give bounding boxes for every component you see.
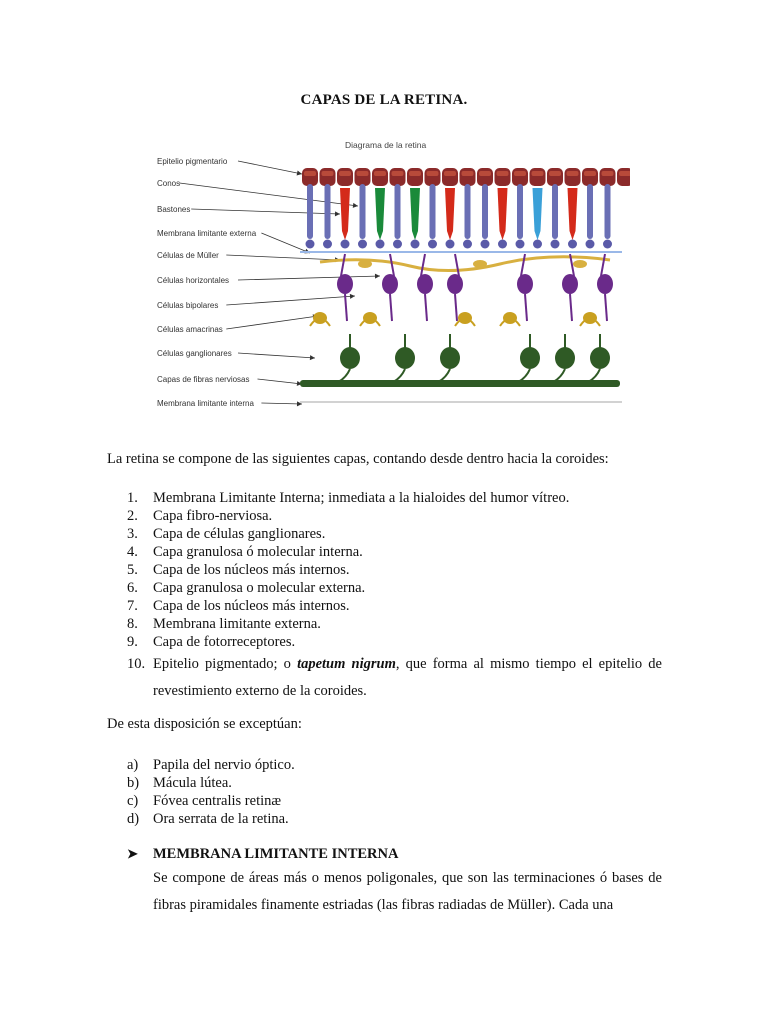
pigment-cell xyxy=(337,168,353,186)
section-body: Se compone de áreas más o menos poligonales, que son las terminaciones ó bases de fibras piramidales finamente estriadas (las fibras radiadas de Müller). Cada una xyxy=(153,870,662,913)
pigment-cell xyxy=(547,168,563,186)
pigment-granule xyxy=(462,171,474,176)
pigment-cell xyxy=(442,168,458,186)
rod-cell xyxy=(360,184,366,239)
pigment-cell xyxy=(390,168,406,186)
list-item: 5. Capa de los núcleos más internos. xyxy=(127,562,350,578)
pigment-cell xyxy=(530,168,546,186)
exceptions-list xyxy=(107,756,295,828)
list-item: a) Papila del nervio óptico. xyxy=(127,757,295,773)
list-item: 1. Membrana Limitante Interna; inmediata a la hialoides del humor vítreo. xyxy=(127,490,570,506)
arrow-bullet-icon: ➤ xyxy=(127,846,138,861)
pigment-cell xyxy=(565,168,581,186)
label-arrow xyxy=(238,161,302,174)
bipolar-cell xyxy=(597,274,613,294)
label-arrow xyxy=(238,353,315,358)
rod-cell xyxy=(587,184,593,239)
bipolar-axon xyxy=(425,294,427,321)
pigment-cell xyxy=(600,168,616,186)
photoreceptor-nucleus xyxy=(586,240,595,249)
label-arrow xyxy=(261,233,310,253)
photoreceptor-nucleus xyxy=(306,240,315,249)
horizontal-cell xyxy=(573,260,587,268)
pigment-granule xyxy=(357,171,369,176)
photoreceptor-nucleus xyxy=(551,240,560,249)
pigment-cell xyxy=(320,168,336,186)
photoreceptor-nucleus xyxy=(516,240,525,249)
pigment-granule xyxy=(497,171,509,176)
pigment-cell xyxy=(460,168,476,186)
bipolar-cell xyxy=(382,274,398,294)
bipolar-cell xyxy=(337,274,353,294)
arrow-head-icon xyxy=(353,203,359,209)
pigment-cell xyxy=(512,168,528,186)
layers-list xyxy=(107,489,662,705)
ganglion-cell xyxy=(395,347,415,369)
exceptions-intro: De esta disposición se exceptúan: xyxy=(107,716,302,732)
label-arrow xyxy=(226,255,340,260)
section-membrana xyxy=(127,845,662,919)
list-item: b) Mácula lútea. xyxy=(127,775,232,791)
list-item: 6. Capa granulosa o molecular externa. xyxy=(127,580,366,596)
pigment-granule xyxy=(374,171,386,176)
diagram-label: Membrana limitante interna xyxy=(157,399,254,408)
cone-cell xyxy=(568,188,578,240)
arrow-head-icon xyxy=(335,211,340,216)
bipolar-axon xyxy=(455,294,457,321)
bipolar-dendrite xyxy=(421,254,425,276)
list-item: 2. Capa fibro-nerviosa. xyxy=(127,508,273,524)
pigment-granule xyxy=(427,171,439,176)
tapetum-term: tapetum nigrum xyxy=(297,656,396,672)
cone-cell xyxy=(498,188,508,240)
bipolar-dendrite xyxy=(341,254,345,276)
rod-cell xyxy=(465,184,471,239)
amacrine-cell xyxy=(583,312,597,324)
bipolar-dendrite xyxy=(601,254,605,276)
list-item: 10. Epitelio pigmentado; o tapetum nigrum, que forma al mismo tiempo el epitelio de revestimiento externo de la coroides. xyxy=(127,656,662,699)
diagram-label: Células horizontales xyxy=(157,276,230,285)
diagram-label: Células bipolares xyxy=(157,301,219,310)
list-item: 8. Membrana limitante externa. xyxy=(127,616,321,632)
rod-cell xyxy=(325,184,331,239)
bipolar-cell xyxy=(517,274,533,294)
pigment-cell xyxy=(372,168,388,186)
list-item: c) Fóvea centralis retinæ xyxy=(127,793,282,809)
photoreceptor-nucleus xyxy=(428,240,437,249)
intro-paragraph: La retina se compone de las siguientes capas, contando desde dentro hacia la coroides: xyxy=(107,451,609,467)
photoreceptor-nucleus xyxy=(358,240,367,249)
pigment-granule xyxy=(339,171,351,176)
amacrine-cell xyxy=(363,312,377,324)
photoreceptor-nucleus xyxy=(323,240,332,249)
pigment-granule xyxy=(392,171,404,176)
pigment-granule xyxy=(567,171,579,176)
ganglion-cell xyxy=(590,347,610,369)
diagram-label: Capas de fibras nerviosas xyxy=(157,375,250,384)
label-arrow xyxy=(226,296,355,305)
label-arrow xyxy=(191,209,340,214)
diagram-label: Conos xyxy=(157,179,181,188)
ganglion-cell xyxy=(555,347,575,369)
section-heading: ➤ MEMBRANA LIMITANTE INTERNA xyxy=(127,846,399,862)
pigment-cell xyxy=(617,168,630,186)
pigment-granule xyxy=(514,171,526,176)
retina-diagram-svg xyxy=(150,136,630,416)
diagram-label: Células amacrinas xyxy=(157,325,223,334)
bipolar-axon xyxy=(570,294,572,321)
photoreceptor-nucleus xyxy=(481,240,490,249)
rod-cell xyxy=(517,184,523,239)
list-item: 9. Capa de fotorreceptores. xyxy=(127,634,296,650)
cone-cell xyxy=(340,188,350,240)
rod-cell xyxy=(605,184,611,239)
photoreceptor-nucleus xyxy=(411,240,420,249)
bipolar-cell xyxy=(417,274,433,294)
photoreceptor-nucleus xyxy=(568,240,577,249)
bipolar-cell xyxy=(562,274,578,294)
cone-cell xyxy=(375,188,385,240)
pigment-granule xyxy=(602,171,614,176)
pigment-cell xyxy=(302,168,318,186)
pigment-granule xyxy=(409,171,421,176)
photoreceptor-nucleus xyxy=(393,240,402,249)
label-arrow xyxy=(258,379,303,384)
bipolar-axon xyxy=(345,294,347,321)
amacrine-cell xyxy=(503,312,517,324)
arrow-head-icon xyxy=(375,274,380,279)
retina-diagram xyxy=(150,136,630,416)
list-item: d) Ora serrata de la retina. xyxy=(127,811,289,827)
arrow-head-icon xyxy=(297,171,303,177)
bipolar-axon xyxy=(605,294,607,321)
photoreceptor-nucleus xyxy=(376,240,385,249)
pigment-cell xyxy=(495,168,511,186)
photoreceptor-nucleus xyxy=(533,240,542,249)
pigment-granule xyxy=(304,171,316,176)
label-arrow xyxy=(226,316,318,329)
list-item: 7. Capa de los núcleos más internos. xyxy=(127,598,350,614)
bipolar-axon xyxy=(525,294,527,321)
arrow-head-icon xyxy=(310,355,315,360)
list-item: 3. Capa de células ganglionares. xyxy=(127,526,326,542)
arrow-head-icon xyxy=(350,294,355,299)
pigment-granule xyxy=(444,171,456,176)
photoreceptor-nucleus xyxy=(463,240,472,249)
pigment-granule xyxy=(479,171,491,176)
pigment-cell xyxy=(582,168,598,186)
amacrine-cell xyxy=(313,312,327,324)
photoreceptor-nucleus xyxy=(498,240,507,249)
pigment-granule xyxy=(619,171,630,176)
pigment-granule xyxy=(549,171,561,176)
cone-cell xyxy=(445,188,455,240)
pigment-cell xyxy=(355,168,371,186)
nerve-fiber-layer xyxy=(300,380,620,387)
diagram-label: Células de Müller xyxy=(157,251,219,260)
list-item: 4. Capa granulosa ó molecular interna. xyxy=(127,544,363,560)
diagram-label: Células ganglionares xyxy=(157,349,232,358)
photoreceptor-nucleus xyxy=(446,240,455,249)
bipolar-cell xyxy=(447,274,463,294)
amacrine-cell xyxy=(458,312,472,324)
bipolar-dendrite xyxy=(521,254,525,276)
ganglion-cell xyxy=(440,347,460,369)
diagram-label: Bastones xyxy=(157,205,191,214)
pigment-cell xyxy=(477,168,493,186)
rod-cell xyxy=(430,184,436,239)
bipolar-axon xyxy=(390,294,392,321)
pigment-granule xyxy=(322,171,334,176)
rod-cell xyxy=(552,184,558,239)
pigment-granule xyxy=(532,171,544,176)
bipolar-dendrite xyxy=(390,254,394,276)
photoreceptor-nucleus xyxy=(341,240,350,249)
ganglion-cell xyxy=(340,347,360,369)
cone-cell xyxy=(533,188,543,240)
ganglion-cell xyxy=(520,347,540,369)
rod-cell xyxy=(395,184,401,239)
label-arrow xyxy=(238,276,380,280)
rod-cell xyxy=(482,184,488,239)
horizontal-cell xyxy=(358,260,372,268)
diagram-label: Epitelio pigmentario xyxy=(157,157,228,166)
diagram-heading: Diagrama de la retina xyxy=(345,140,427,150)
pigment-cell xyxy=(407,168,423,186)
label-arrow xyxy=(261,403,302,404)
label-arrow xyxy=(180,183,359,206)
horizontal-cell xyxy=(473,260,487,268)
photoreceptor-nucleus xyxy=(603,240,612,249)
pigment-granule xyxy=(584,171,596,176)
bipolar-dendrite xyxy=(455,254,459,276)
diagram-label: Membrana limitante externa xyxy=(157,229,257,238)
rod-cell xyxy=(307,184,313,239)
pigment-cell xyxy=(425,168,441,186)
page-title: CAPAS DE LA RETINA. xyxy=(300,92,468,108)
cone-cell xyxy=(410,188,420,240)
